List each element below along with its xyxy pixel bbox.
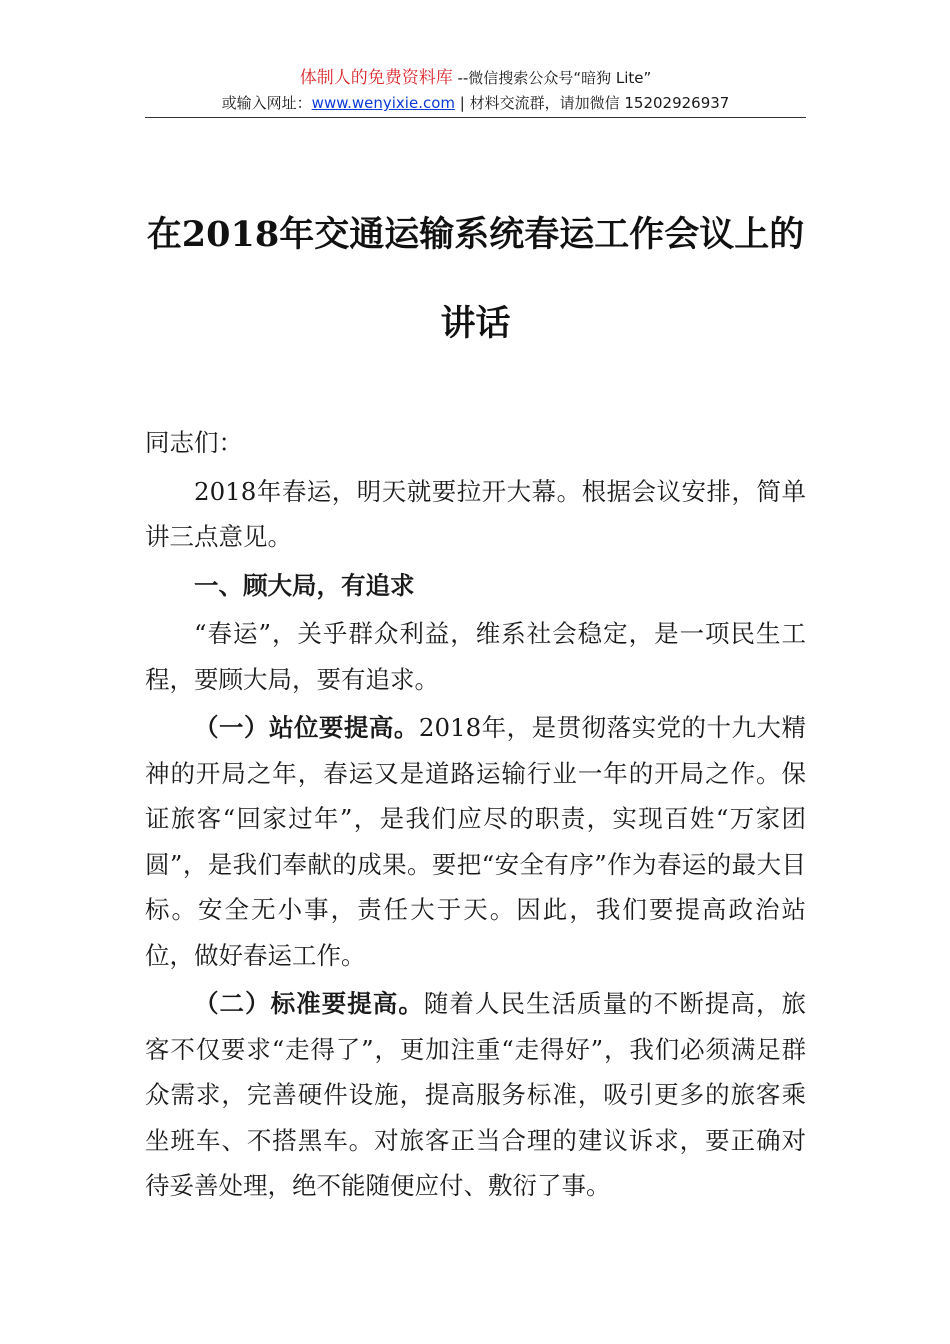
point-2-heading: （二）标准要提高。 — [194, 989, 424, 1018]
header-divider — [145, 117, 806, 118]
title-line-1: 在2018年交通运输系统春运工作会议上的 — [146, 214, 805, 255]
section-1-heading: 一、顾大局，有追求 — [194, 570, 415, 600]
point-1-heading: （一）站位要提高。 — [194, 713, 419, 742]
brand-name: 体制人的免费资料库 — [299, 68, 453, 88]
document-title — [145, 190, 806, 368]
salutation: 同志们： — [145, 428, 243, 457]
url-prefix: 或输入网址： — [221, 94, 312, 112]
section-1-intro: “春运”，关乎群众利益，维系社会稳定，是一项民生工程，要顾大局，要有追求。 — [145, 619, 806, 694]
intro-paragraph: 2018年春运，明天就要拉开大幕。根据会议安排，简单讲三点意见。 — [145, 476, 806, 551]
point-2-paragraph — [145, 981, 806, 1209]
point-2-text: 随着人民生活质量的不断提高，旅客不仅要求“走得了”，更加注重“走得好”，我们必须满足群众需求，完善硬件设施，提高服务标准，吸引更多的旅客乘坐班车、不搭黑车。对旅客正当合理的建议诉求，要正确对待妥善处理，绝不能随便应付、敷衍了事。 — [145, 989, 806, 1200]
point-1-paragraph — [145, 705, 806, 978]
website-link[interactable]: www.wenyixie.com — [311, 94, 455, 112]
point-1-text: 2018年，是贯彻落实党的十九大精神的开局之年，春运又是道路运输行业一年的开局之作。保证旅客“回家过年”，是我们应尽的职责，实现百姓“万家团圆”，是我们奉献的成果。要把“安全有序”作为春运的最大目标。安全无小事，责任大于天。因此，我们要提高政治站位，做好春运工作。 — [145, 713, 806, 970]
title-line-2: 讲话 — [440, 303, 511, 344]
document-body — [145, 420, 806, 1209]
contact-info: | 材料交流群，请加微信 15202926937 — [455, 94, 730, 112]
header-slogan: --微信搜索公众号“暗狗 Lite” — [452, 69, 652, 87]
header-line-1 — [145, 66, 806, 91]
page-header — [145, 66, 806, 116]
header-line-2 — [145, 91, 806, 116]
